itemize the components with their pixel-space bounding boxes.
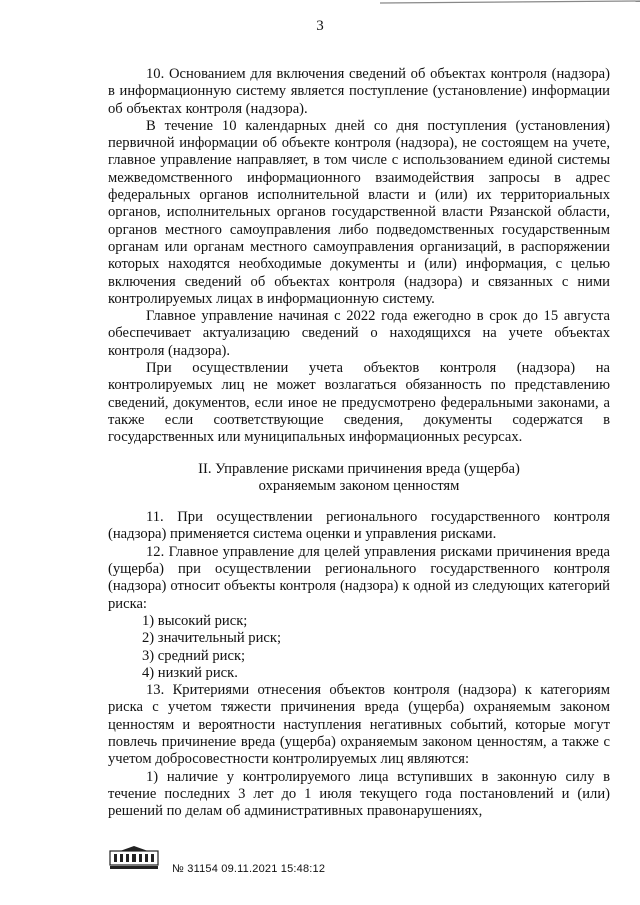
- page-number: 3: [316, 18, 324, 34]
- registration-stamp: № 31154 09.11.2021 15:48:12: [172, 863, 326, 875]
- paragraph-13-criterion-1: 1) наличие у контролируемого лица вступивших в законную силу в течение последних 3 лет до 1 июля текущего года постановлений и (или) решений по делам об административных правонарушениях,: [108, 768, 610, 820]
- footer: [108, 845, 408, 885]
- section-heading-line1: II. Управление рисками причинения вреда (ущерба): [198, 460, 520, 477]
- risk-item-high: 1) высокий риск;: [142, 612, 248, 629]
- section-heading-line2: охраняемым законом ценностям: [258, 477, 460, 494]
- paragraph-10: 10. Основанием для включения сведений об объектах контроля (надзора) в информационную систему является поступление (установление) информации об объектах контроля (надзора).: [108, 66, 610, 117]
- risk-item-significant: 2) значительный риск;: [142, 630, 282, 647]
- paragraph-11: 11. При осуществлении регионального государственного контроля (надзора) применяется система оценки и управления рисками.: [108, 509, 610, 543]
- building-seal-icon: [108, 845, 160, 871]
- paragraph-12: 12. Главное управление для целей управления рисками причинения вреда (ущерба) при осуществлении регионального государственного контроля (надзора) относит объекты контроля (надзора) к одной из следующих категорий риска:: [108, 543, 610, 612]
- risk-item-medium: 3) средний риск;: [142, 647, 246, 664]
- paragraph-13: 13. Критериями отнесения объектов контроля (надзора) к категориям риска с учетом тяжести причинения вреда (ущерба) охраняемым законом ценностям и вероятности наступления негативных событий, которые могут повлечь причинение вреда (ущерба) охраняемым законом ценностям, а также с учетом добросовестности контролируемых лиц являются:: [108, 682, 610, 768]
- paragraph-10-registration: В течение 10 календарных дней со дня поступления (установления) первичной информации об объекте контроля (надзора), не состоящем на учете, главное управление направляет, в том числе с использованием единой системы межведомственного информационного взаимодействия запросы в адрес федеральных органов исполнительной власти и (или) их территориальных органов, исполнительных органов государственной власти Рязанской области, органов местного самоуправления либо подведомственных государственным органам или органам местного самоуправления организаций, в распоряжении которых находятся необходимые документы и (или) информация, с целью включения сведений об объектах контроля (надзора) и связанных с ними контролируемых лицах в информационную систему.: [108, 117, 610, 307]
- paragraph-10-obligations: При осуществлении учета объектов контроля (надзора) на контролируемых лиц не может возлагаться обязанность по представлению сведений, документов, если иное не предусмотрено федеральными законами, а также если соответствующие сведения, документы содержатся в государственных или муниципальных информационных ресурсах.: [108, 360, 610, 446]
- scan-edge-mark: [380, 0, 640, 6]
- section-heading: [108, 461, 610, 496]
- paragraph-10-actualization: Главное управление начиная с 2022 года ежегодно в срок до 15 августа обеспечивает актуализацию сведений о находящихся на учете объектах контроля (надзора).: [108, 308, 610, 359]
- risk-item-low: 4) низкий риск.: [142, 664, 238, 681]
- document-body: [108, 66, 610, 820]
